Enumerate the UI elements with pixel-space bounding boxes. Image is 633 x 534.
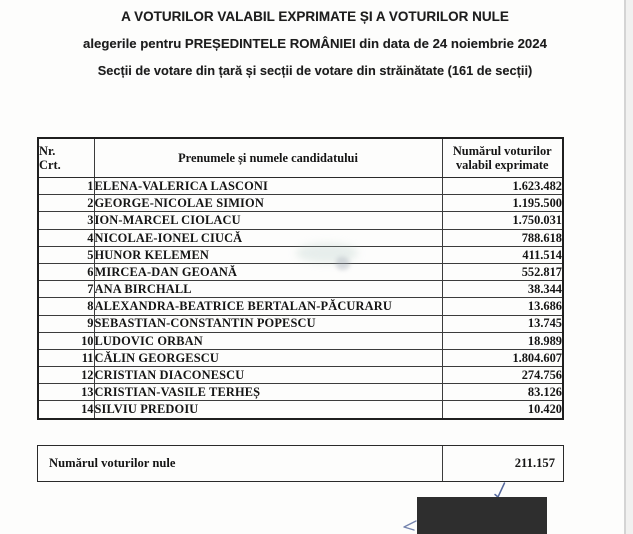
pen-arrow-icon bbox=[400, 518, 418, 533]
row-number-cell: 9 bbox=[38, 315, 94, 332]
table-row bbox=[38, 401, 563, 419]
votes-cell: 38.344 bbox=[442, 281, 563, 298]
row-number-cell: 10 bbox=[38, 332, 94, 349]
votes-cell: 552.817 bbox=[442, 263, 563, 280]
table-row bbox=[38, 195, 563, 212]
candidate-name-cell: CĂLIN GEORGESCU bbox=[94, 349, 442, 366]
null-votes-value: 211.157 bbox=[442, 446, 563, 481]
candidate-name-cell: ELENA-VALERICA LASCONI bbox=[94, 178, 442, 195]
candidate-name-cell: NICOLAE-IONEL CIUCĂ bbox=[94, 229, 442, 246]
header-candidate: Prenumele și numele candidatului bbox=[94, 138, 442, 178]
votes-cell: 13.686 bbox=[442, 298, 563, 315]
votes-cell: 411.514 bbox=[442, 246, 563, 263]
redaction-rect bbox=[417, 497, 547, 534]
row-number-cell: 2 bbox=[38, 195, 94, 212]
table-row bbox=[38, 332, 563, 349]
candidate-name-cell: SILVIU PREDOIU bbox=[94, 401, 442, 419]
table-row bbox=[38, 384, 563, 401]
row-number-cell: 7 bbox=[38, 281, 94, 298]
row-number-cell: 5 bbox=[38, 246, 94, 263]
votes-cell: 1.804.607 bbox=[442, 349, 563, 366]
candidate-name-cell: ANA BIRCHALL bbox=[94, 281, 442, 298]
votes-cell: 1.195.500 bbox=[442, 195, 563, 212]
table-row bbox=[38, 229, 563, 246]
table-header-row bbox=[38, 138, 563, 178]
header-votes-line2: valabil exprimate bbox=[455, 158, 549, 172]
row-number-cell: 12 bbox=[38, 367, 94, 384]
header-votes-line1: Numărul voturilor bbox=[452, 143, 552, 158]
row-number-cell: 8 bbox=[38, 298, 94, 315]
candidate-name-cell: ALEXANDRA-BEATRICE BERTALAN-PĂCURARU bbox=[94, 298, 442, 315]
header-nr-line2: Crt. bbox=[39, 158, 61, 172]
row-number-cell: 13 bbox=[38, 384, 94, 401]
page-edge-shadow bbox=[626, 0, 633, 534]
results-table bbox=[37, 137, 564, 420]
title-line-3: Secții de votare din țară și secții de votare din străinătate (161 de secții) bbox=[97, 63, 533, 78]
header-nr-crt bbox=[38, 138, 94, 178]
row-number-cell: 3 bbox=[38, 212, 94, 229]
votes-cell: 1.623.482 bbox=[442, 178, 563, 195]
table-row bbox=[38, 263, 563, 280]
table-row bbox=[38, 178, 563, 195]
candidate-name-cell: CRISTIAN-VASILE TERHEȘ bbox=[94, 384, 442, 401]
candidate-name-cell: MIRCEA-DAN GEOANĂ bbox=[94, 263, 442, 280]
table-row bbox=[38, 367, 563, 384]
votes-cell: 83.126 bbox=[442, 384, 563, 401]
table-row bbox=[38, 298, 563, 315]
votes-cell: 788.618 bbox=[442, 229, 563, 246]
votes-cell: 274.756 bbox=[442, 367, 563, 384]
title-line-1: A VOTURILOR VALABIL EXPRIMATE ȘI A VOTURILOR NULE bbox=[121, 9, 509, 24]
redaction-box bbox=[417, 497, 547, 534]
candidate-name-cell: LUDOVIC ORBAN bbox=[94, 332, 442, 349]
candidate-name-cell: ION-MARCEL CIOLACU bbox=[94, 212, 442, 229]
title-line-2: alegerile pentru PREȘEDINTELE ROMÂNIEI din data de 24 noiembrie 2024 bbox=[83, 36, 547, 51]
table-row bbox=[38, 212, 563, 229]
table-row bbox=[38, 281, 563, 298]
votes-cell: 1.750.031 bbox=[442, 212, 563, 229]
candidate-name-cell: HUNOR KELEMEN bbox=[94, 246, 442, 263]
pen-arrow-stroke bbox=[404, 521, 416, 530]
row-number-cell: 14 bbox=[38, 401, 94, 419]
pen-checkmark-stroke bbox=[495, 483, 505, 497]
table-row bbox=[38, 315, 563, 332]
candidate-name-cell: CRISTIAN DIACONESCU bbox=[94, 367, 442, 384]
null-votes-label: Numărul voturilor nule bbox=[49, 456, 176, 470]
row-number-cell: 6 bbox=[38, 263, 94, 280]
table-row bbox=[38, 349, 563, 366]
header-votes bbox=[442, 138, 563, 178]
row-number-cell: 4 bbox=[38, 229, 94, 246]
header-nr-line1: Nr. bbox=[39, 143, 56, 158]
votes-cell: 18.989 bbox=[442, 332, 563, 349]
candidate-name-cell: GEORGE-NICOLAE SIMION bbox=[94, 195, 442, 212]
votes-cell: 13.745 bbox=[442, 315, 563, 332]
candidate-name-cell: SEBASTIAN-CONSTANTIN POPESCU bbox=[94, 315, 442, 332]
scan-smudge bbox=[336, 257, 350, 270]
null-votes-box bbox=[37, 445, 564, 482]
row-number-cell: 11 bbox=[38, 349, 94, 366]
row-number-cell: 1 bbox=[38, 178, 94, 195]
votes-cell: 10.420 bbox=[442, 401, 563, 419]
